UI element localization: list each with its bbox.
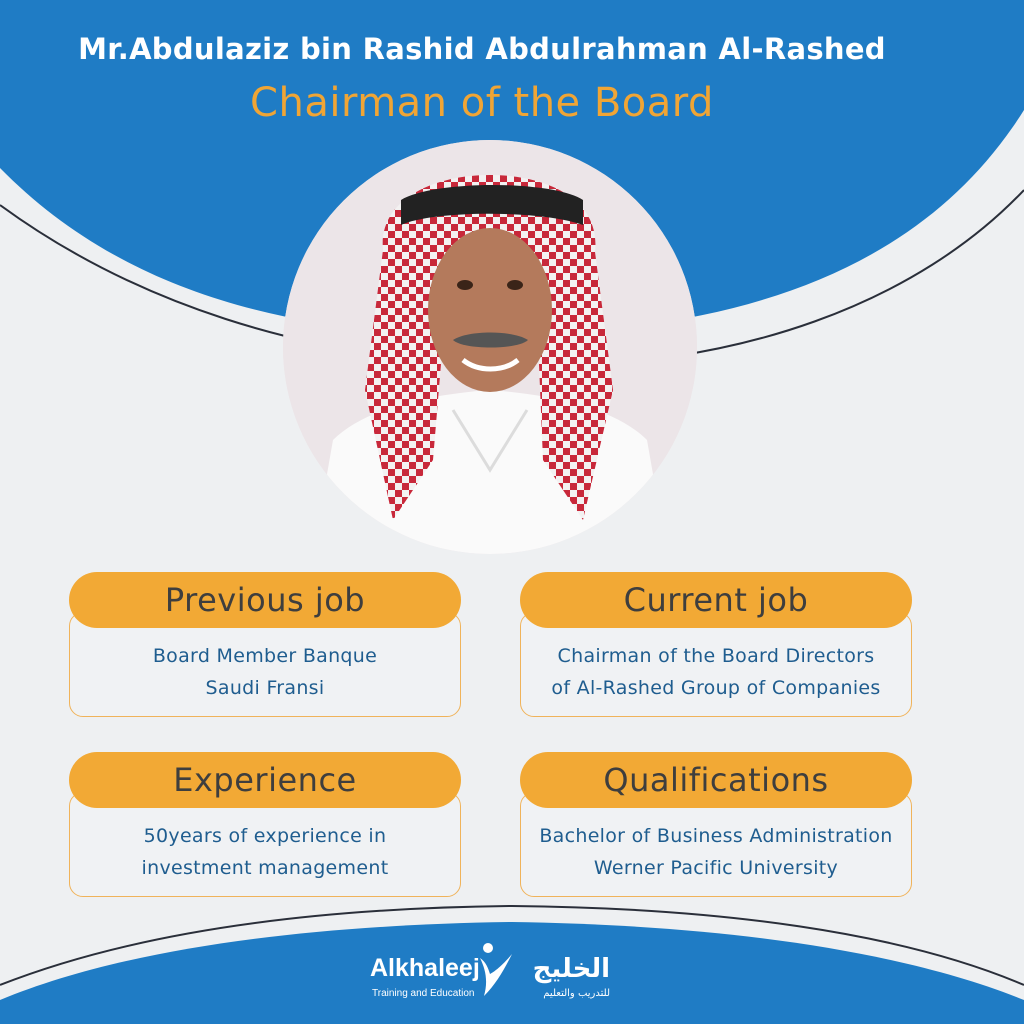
person-portrait-icon <box>283 140 697 554</box>
card-title: Previous job <box>69 572 461 628</box>
card-line: Chairman of the Board Directors <box>557 645 875 667</box>
person-role: Chairman of the Board <box>250 80 714 126</box>
card-line: Bachelor of Business Administration <box>539 825 893 847</box>
card-line: investment management <box>141 857 389 879</box>
portrait-photo <box>283 140 697 554</box>
logo-tagline-ar: للتدريب والتعليم <box>543 988 610 999</box>
card-title: Experience <box>69 752 461 808</box>
logo-name-ar: الخليج <box>532 954 610 984</box>
card-body <box>520 640 912 704</box>
card-qualifications <box>520 752 912 897</box>
card-body <box>69 820 461 884</box>
logo-name-en: Alkhaleej <box>370 954 480 982</box>
card-title: Current job <box>520 572 912 628</box>
card-experience <box>69 752 461 897</box>
card-title: Qualifications <box>520 752 912 808</box>
person-name: Mr.Abdulaziz bin Rashid Abdulrahman Al-Rashed <box>78 32 886 66</box>
figure-swoosh-icon <box>474 940 514 1000</box>
card-body <box>520 820 912 884</box>
card-body <box>69 640 461 704</box>
card-line: 50years of experience in <box>143 825 387 847</box>
card-line: Saudi Fransi <box>205 677 325 699</box>
logo-tagline-en: Training and Education <box>372 988 475 999</box>
card-current-job <box>520 572 912 717</box>
alkhaleej-logo <box>370 940 660 1010</box>
card-line: Board Member Banque <box>152 645 378 667</box>
card-previous-job <box>69 572 461 717</box>
card-line: of Al-Rashed Group of Companies <box>551 677 881 699</box>
card-line: Werner Pacific University <box>593 857 839 879</box>
